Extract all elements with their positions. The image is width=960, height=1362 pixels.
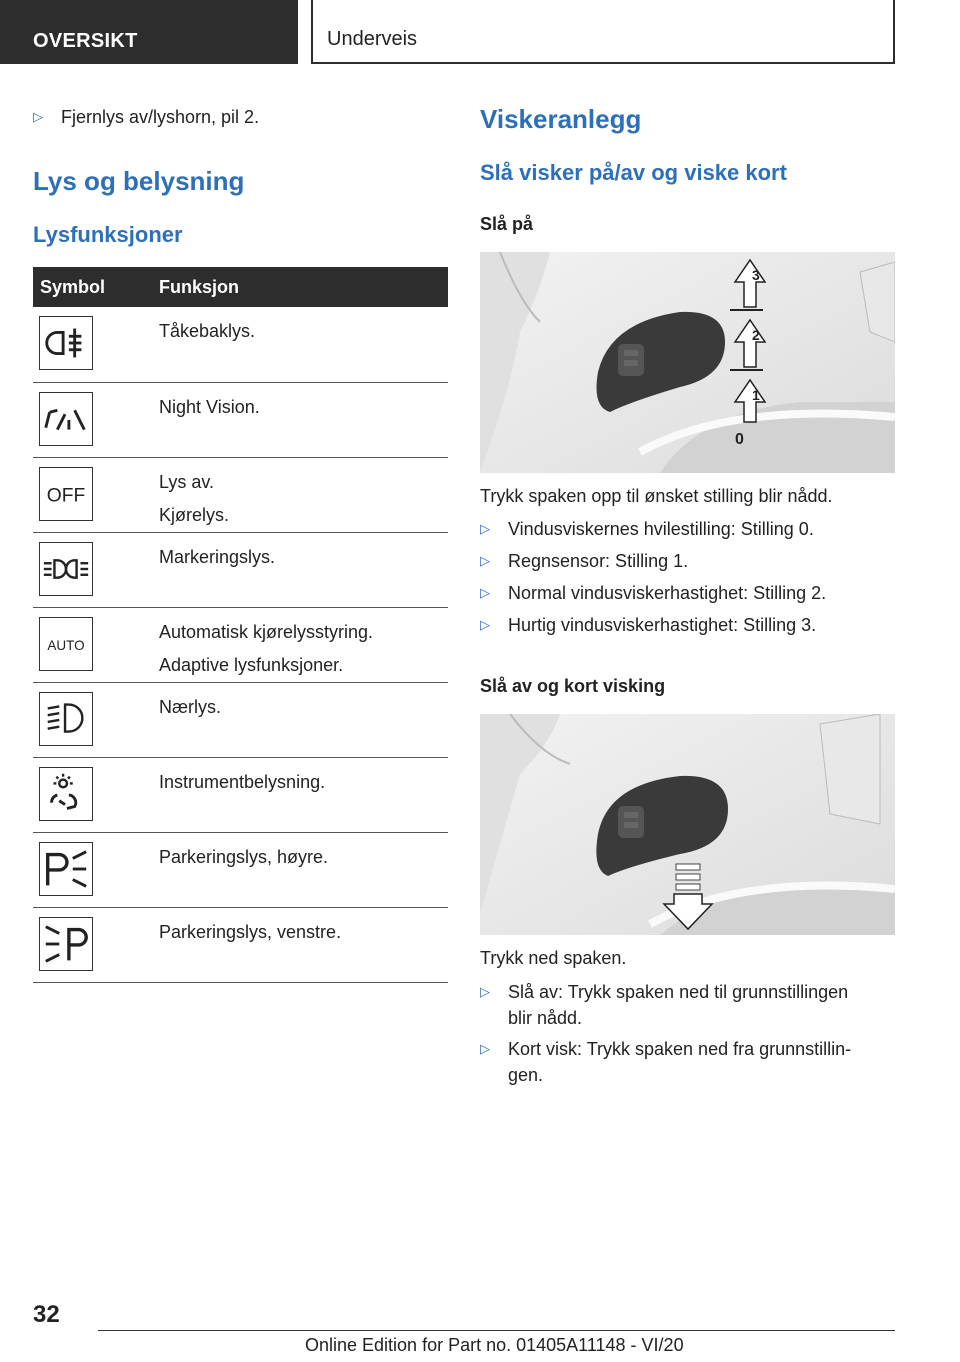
table-row [33, 832, 448, 907]
position-label: 1 [752, 387, 760, 403]
function-text: Automatisk kjørelysstyring. [159, 621, 374, 642]
side-marker-icon [39, 542, 93, 596]
function-text: Markeringslys. [159, 546, 276, 567]
subsection-title-light-functions: Lysfunksjoner [33, 222, 183, 247]
table-row [33, 757, 448, 832]
column-header-symbol: Symbol [40, 276, 106, 297]
auto-icon [39, 617, 93, 671]
section-tab[interactable]: OVERSIKT [0, 0, 298, 64]
paragraph: Trykk spaken opp til ønsket stilling blir nådd. [480, 486, 833, 506]
low-beam-icon [39, 692, 93, 746]
triangle-bullet-icon: ▷ [480, 521, 490, 536]
heading-switch-off: Slå av og kort visking [480, 676, 666, 696]
footer-divider [98, 1330, 895, 1331]
function-text: Parkeringslys, høyre. [159, 846, 329, 867]
subsection-title-wiper-toggle: Slå visker på/av og viske kort [480, 160, 787, 185]
parking-left-icon [39, 917, 93, 971]
section-title-wipers: Viskeranlegg [480, 104, 642, 134]
parking-right-icon [39, 842, 93, 896]
svg-text:OFF: OFF [46, 485, 86, 507]
table-header-row [33, 267, 448, 307]
light-functions-table [33, 267, 448, 983]
table-row [33, 682, 448, 757]
wiper-lever-up-figure [480, 252, 895, 473]
table-row [33, 457, 448, 532]
function-text: Nærlys. [159, 696, 221, 717]
table-row [33, 307, 448, 382]
wiper-lever-down-figure [480, 714, 895, 935]
function-text: Night Vision. [159, 396, 260, 417]
function-text: Instrumentbelysning. [159, 771, 326, 792]
position-label: 2 [752, 327, 760, 343]
section-title-lights: Lys og belysning [33, 166, 245, 196]
function-text: Adaptive lysfunksjoner. [159, 654, 344, 675]
instrument-light-icon [39, 767, 93, 821]
page-number: 32 [33, 1301, 60, 1328]
night-vision-icon [39, 392, 93, 446]
position-label: 3 [752, 267, 760, 283]
table-row [33, 607, 448, 682]
table-row [33, 532, 448, 607]
chapter-title: Underveis [311, 0, 895, 64]
function-text: Lys av. [159, 471, 215, 492]
paragraph: Trykk ned spaken. [480, 948, 627, 968]
position-label: 0 [735, 431, 744, 448]
function-text: Parkeringslys, venstre. [159, 921, 342, 942]
table-row [33, 907, 448, 982]
column-header-function: Funksjon [159, 276, 239, 297]
svg-text:AUTO: AUTO [47, 637, 85, 653]
triangle-bullet-icon: ▷ [480, 553, 490, 568]
triangle-bullet-icon: ▷ [480, 617, 490, 632]
triangle-bullet-icon: ▷ [480, 1041, 490, 1056]
function-text: Tåkebaklys. [159, 321, 256, 341]
triangle-bullet-icon: ▷ [480, 984, 490, 999]
footer-edition: Online Edition for Part no. 01405A11148 - VI/20 [305, 1335, 684, 1355]
fog-light-icon [39, 316, 93, 370]
function-text: Kjørelys. [159, 504, 230, 525]
off-icon [39, 467, 93, 521]
triangle-bullet-icon: ▷ [480, 585, 490, 600]
table-row [33, 382, 448, 457]
triangle-bullet-icon: ▷ [33, 109, 43, 124]
heading-switch-on: Slå på [480, 214, 534, 234]
